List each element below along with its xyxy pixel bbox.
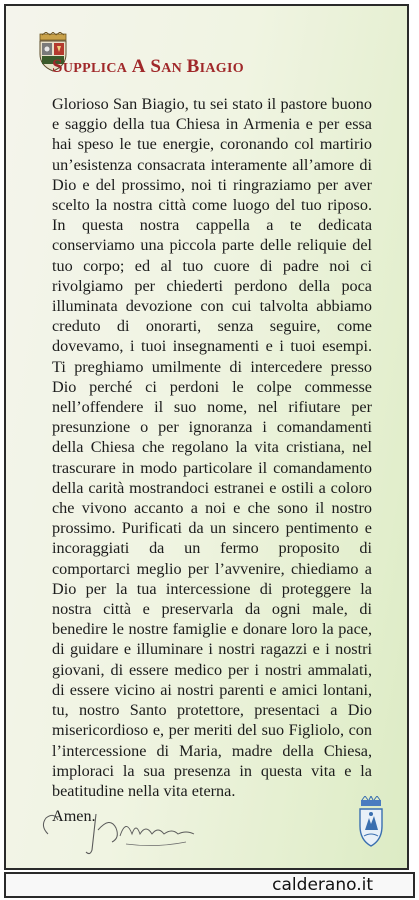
city-coat-of-arms-icon	[356, 796, 386, 848]
site-watermark[interactable]: calderano.it	[272, 875, 373, 895]
title-initial-s: S	[52, 56, 63, 77]
title-initial-san: S	[150, 56, 162, 77]
title-word-supplica: UPPLICA	[62, 61, 128, 76]
title-word-a: A	[131, 56, 146, 77]
title-word-san: AN	[161, 61, 183, 76]
footer-bar	[4, 872, 415, 898]
title-initial-biagio: B	[186, 56, 200, 77]
page-title	[52, 56, 244, 78]
title-word-biagio: IAGIO	[199, 61, 244, 76]
prayer-closing: Amen.	[52, 807, 96, 825]
prayer-text: Glorioso San Biagio, tu sei stato il pastore buono e saggio della tua Chiesa in Armenia e per essa hai speso le tue energie, coronando col martirio un’esistenza consacrata interamente all’amore di Dio e del prossimo, noi ti ringraziamo per aver scelto la nostra città come luogo del tuo riposo. In questa nostra cappella a te dedicata conserviamo una piccola parte delle reliquie del tuo corpo; ed al tuo cuore di padre noi ci rivolgiamo per chiederti perdono della poca illuminata devozione con cui talvolta abbiamo creduto di onorarti, senza seguire, come dovevamo, i tuoi insegnamenti e i tuoi esempi. Ti preghiamo umilmente di intercedere presso Dio perché ci perdoni le colpe commesse nell’offendere il suo nome, nel rifiutare per presunzione o per ignoranza i comandamenti della Chiesa che regolano la vita cristiana, nel trascurare in modo particolare il comandamento della carità mostrandoci estranei e ostili a coloro che vivono accanto a noi e che sono il nostro prossimo. Purificati da un sincero pentimento e incoraggiati da un fermo proposito di comportarci meglio per l’avvenire, chiediamo a Dio per la tua intercessione di proteggere la nostra città e preservarla da ogni male, di benedire le nostre famiglie e donare loro la pace, di guidare e illuminare i nostri ragazzi e i nostri giovani, di essere medico per i nostri ammalati, di essere vicino ai nostri parenti e amici lontani, tu, nostro Santo protettore, presentaci a Dio misericordioso e, per meriti del suo Figliolo, con l’intercessione di Maria, madre della Chiesa, imploraci la sua presenza in questa vita e la beatitudine nella vita eterna.	[52, 95, 372, 800]
prayer-card	[4, 4, 409, 870]
